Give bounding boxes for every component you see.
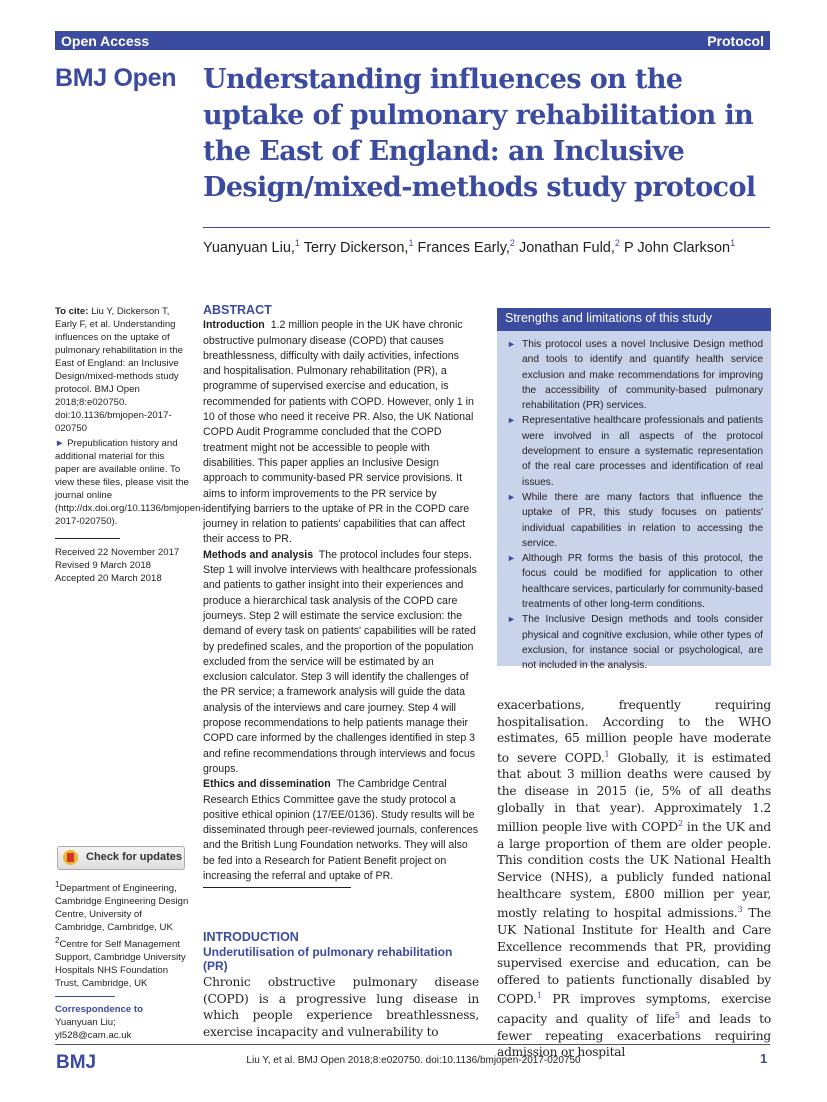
footer-rule: [55, 1044, 770, 1045]
correspondence-text[interactable]: Yuanyuan Liu; yl528@cam.ac.uk: [55, 1017, 132, 1041]
title-divider: [203, 227, 770, 228]
aff-ref: 1: [408, 238, 414, 248]
journal-logo: BMJ Open: [55, 64, 177, 92]
introduction-heading: INTRODUCTION: [203, 930, 299, 944]
text: PR improves symptoms, exercise capacity and quality of life: [497, 992, 771, 1026]
header-bar: [55, 31, 770, 50]
affiliations: $^1$Department of Engineering, Cambridge Engineering Design Centre, University of Cambridge, Cambridge, UK $^2$Centre for Self Management Support, Cambridge University Hospitals NHS Foundation Trust, Cambridge, UK: [55, 880, 189, 990]
footer-citation: Liu Y, et al. BMJ Open 2018;8:e020750. doi:10.1136/bmjopen-2017-020750: [246, 1055, 581, 1066]
text: Globally, it is estimated that about 3 million deaths were caused by the disease in 2015 (ie, 5% of all deaths globally in that year). Approximately 1.2 million people live with COPD: [497, 750, 771, 835]
text: exacerbations, frequently requiring hospitalisation. According to the WHO estimates, 65 million people have moderate to severe COPD.: [497, 698, 771, 765]
triangle-bullet-icon: ►: [507, 553, 516, 564]
correspondence: [55, 1003, 190, 1042]
intro-paragraph: Chronic obstructive pulmonary disease (COPD) is a progressive lung disease in which people experience breathlessness, exercise incapacity and vulnerability to: [203, 975, 479, 1039]
triangle-bullet-icon: ►: [507, 614, 516, 625]
prepub-link[interactable]: Prepublication history and additional material for this paper are available online. To view these files, please visit the journal online (http://dx.doi.org/10.1136/bmjopen-2017-020750).: [55, 438, 204, 527]
aff-ref: 2: [614, 238, 620, 248]
item-text: While there are many factors that influence the uptake of PR, this study focuses on patients' individual capabilities in relation to accessing the service.: [522, 491, 763, 549]
intro-text: 1.2 million people in the UK have chronic obstructive pulmonary disease (COPD) that causes breathlessness, difficulty with daily activities, infections and hospitalisation. Pulmonary rehabilitation (PR), a programme of supervised exercise and education, is recommended for patients with COPD. However, only 1 in 10 of those who need it receive PR. Also, the UK National COPD Audit Programme concluded that the COPD treatment might not be accessible to people with disabilities. This paper applies an Inclusive Design approach to community-based PR service provisions. It aims to inform improvements to the PR service by identifying barriers to the uptake of PR in the COPD care journey in relation to patients' capabilities that can affect their access to PR.: [203, 319, 474, 546]
box-heading: Strengths and limitations of this study: [497, 308, 771, 331]
cite-label: To cite:: [55, 306, 89, 317]
triangle-bullet-icon: ►: [507, 415, 516, 426]
received-date: Received 22 November 2017: [55, 547, 180, 558]
correspondence-label: Correspondence to: [55, 1004, 143, 1015]
ref[interactable]: 5: [674, 1010, 680, 1020]
author-list: [203, 238, 735, 256]
crossmark-icon: [63, 850, 78, 865]
citation-block: [55, 305, 190, 435]
revised-date: Revised 9 March 2018: [55, 560, 151, 571]
aff-ref: 1: [730, 238, 736, 248]
page-number: 1: [760, 1051, 768, 1066]
list-item: [505, 490, 763, 551]
ref[interactable]: 1: [536, 991, 542, 1001]
triangle-bullet-icon: ►: [55, 438, 65, 449]
item-text: Although PR forms the basis of this protocol, the focus could be modified for application to other healthcare services, particularly for community-based treatments of other long-term conditions.: [522, 553, 763, 611]
text: and leads to fewer repeating exacerbations requiring admission or hospital: [497, 1012, 772, 1060]
ref[interactable]: 1: [604, 749, 610, 759]
ref[interactable]: 2: [677, 819, 683, 829]
prepub-note: [55, 437, 204, 528]
author: Jonathan Fuld,: [518, 239, 615, 256]
bmj-logo: BMJ: [56, 1052, 97, 1073]
divider: [203, 887, 351, 888]
abstract: [203, 303, 479, 884]
article-type-label: Protocol: [707, 33, 764, 49]
author: Frances Early,: [417, 239, 510, 256]
item-text: Representative healthcare professionals and patients were involved in all aspects of the protocol development to ensure a systematic representation of the real care processes and identification of real issues.: [522, 415, 763, 488]
accepted-date: Accepted 20 March 2018: [55, 573, 162, 584]
introduction-section: [203, 930, 479, 1040]
author: Terry Dickerson,: [303, 239, 409, 256]
text: in the UK and a large proportion of them are older people. This condition costs the UK National Health Service (NHS), a publicly funded national healthcare system, £800 million per year, mostly relating to hospital admissions.: [497, 820, 771, 921]
methods-text: The protocol includes four steps. Step 1 will involve interviews with healthcare professionals and patients to gather insight into their experiences and produce a hierarchical task analysis of the COPD care journeys. Step 2 will estimate the service exclusion: the demand of every task on patients' capabilities will be rated by predefined scales, and the proportion of the population excluded from the service will be estimated by an exclusion calculator. Step 3 will identify the challenges of the PR service; a framework analysis will guide the data analysis of the interviews and care journey. Step 4 will propose recommendations to help patients manage their COPD care informed by the challenges identified in step 3 and refine recommendations through interviews and focus groups.: [203, 548, 477, 775]
divider: [55, 538, 120, 539]
aff-ref: 2: [509, 238, 515, 248]
check-updates-label: Check for updates: [86, 851, 182, 863]
affiliation-2: Centre for Self Management Support, Cambridge University Hospitals NHS Foundation Trust, Cambridge, UK: [55, 939, 186, 990]
ethics-text: The Cambridge Central Research Ethics Committee gave the study protocol a positive ethical opinion (17/EE/0136). Study results will be disseminated through peer-reviewed journals, conferences and the British Lung Foundation networks. They will also be fed into a Research for Patient Benefit project on increasing the referral and uptake of PR.: [203, 778, 479, 882]
cite-text: Liu Y, Dickerson T, Early F, et al. Understanding influences on the uptake of pulmonary rehabilitation in the East of England: an Inclusive Design/mixed-methods study protocol. BMJ Open 2018;8:e020750. doi:10.1136/bmjopen-2017-020750: [55, 306, 183, 434]
item-text: This protocol uses a novel Inclusive Design method and tools to identify and quantify health service exclusion and make recommendations for improving the accessibility of community-based pulmonary rehabilitation (PR) services.: [522, 339, 763, 412]
list-item: [505, 612, 763, 673]
text: The UK National Institute for Health and Care Excellence recommends that PR, providing supervised exercise and education, can be offered to patients functionally disabled by COPD.: [497, 906, 772, 1007]
strengths-limitations-box: [497, 308, 771, 672]
triangle-bullet-icon: ►: [507, 491, 516, 502]
ref[interactable]: 3: [737, 905, 743, 915]
introduction-subheading: Underutilisation of pulmonary rehabilitation (PR): [203, 945, 453, 973]
list-item: [505, 337, 763, 413]
item-text: The Inclusive Design methods and tools consider physical and cognitive exclusion, while other types of exclusion, for instance social or psychological, are not included in the analysis.: [522, 614, 763, 672]
check-for-updates-button[interactable]: [57, 846, 185, 870]
author: Yuanyuan Liu,: [203, 239, 295, 256]
list-item: [505, 413, 763, 489]
affiliation-1: Department of Engineering, Cambridge Engineering Design Centre, University of Cambridge, Cambridge, UK: [55, 883, 189, 934]
ethics-label: Ethics and dissemination: [203, 778, 331, 791]
abstract-heading: ABSTRACT: [203, 303, 272, 317]
intro-label: Introduction: [203, 319, 265, 332]
list-item: [505, 551, 763, 612]
methods-label: Methods and analysis: [203, 548, 314, 561]
author: P John Clarkson: [623, 239, 731, 256]
article-title: Understanding influences on the uptake of pulmonary rehabilitation in the East of England: an Inclusive Design/mixed-methods study protocol: [203, 64, 756, 203]
dates-block: [55, 546, 190, 585]
aff-ref: 1: [294, 238, 300, 248]
divider: [55, 996, 115, 997]
open-access-label: Open Access: [61, 33, 150, 49]
body-text-continued: [497, 697, 771, 1061]
triangle-bullet-icon: ►: [507, 339, 516, 349]
